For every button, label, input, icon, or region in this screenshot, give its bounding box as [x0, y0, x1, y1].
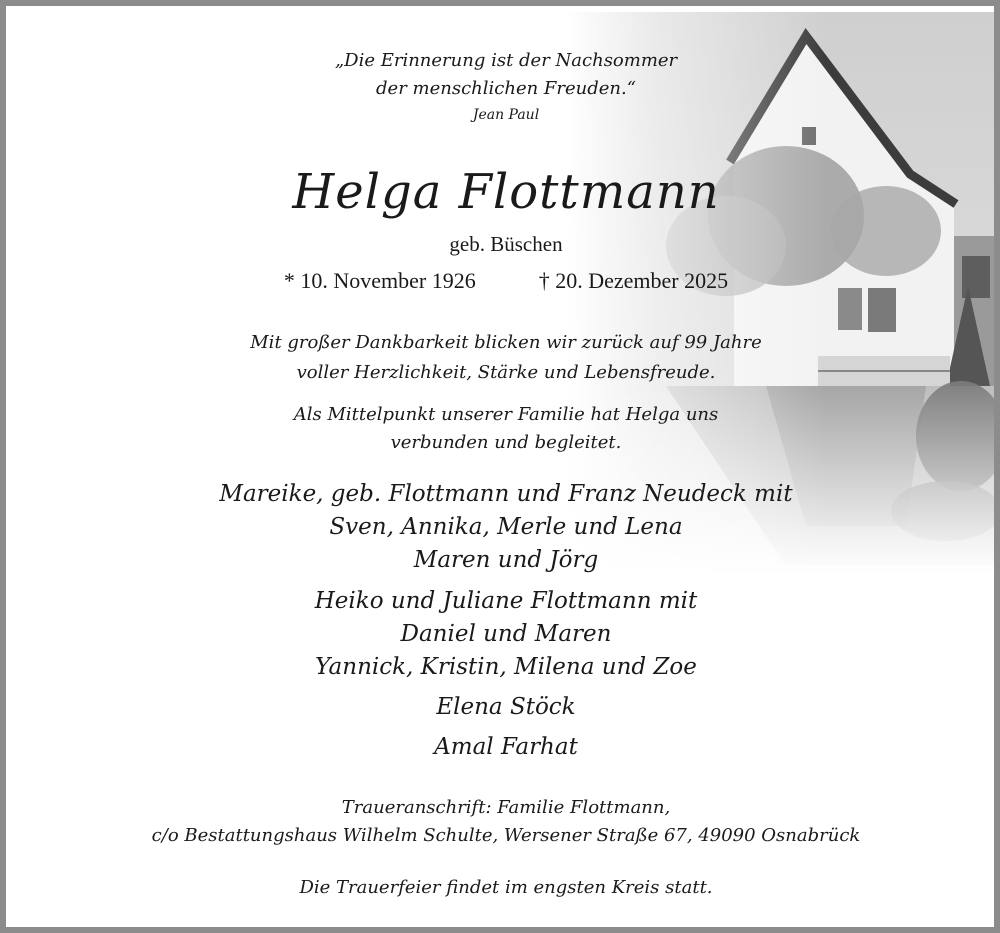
quote-author: Jean Paul [472, 107, 540, 123]
intro-line-2: voller Herzlichkeit, Stärke und Lebensfreude. [296, 362, 716, 383]
quote-line-1: „Die Erinnerung ist der Nachsommer [334, 50, 678, 71]
life-dates [6, 268, 1000, 294]
family-line: Heiko und Juliane Flottmann mit [314, 588, 698, 614]
ceremony-note: Die Trauerfeier findet im engsten Kreis statt. [299, 877, 713, 898]
family-line: Mareike, geb. Flottmann und Franz Neudeck mit [219, 481, 793, 507]
birth-name: geb. Büschen [449, 232, 563, 256]
address-line-1: Traueranschrift: Familie Flottmann, [341, 797, 671, 818]
quote-line-2: der menschlichen Freuden.“ [376, 78, 636, 99]
family-line: Daniel und Maren [400, 621, 612, 647]
family-line: Maren und Jörg [413, 547, 599, 573]
deceased-name: Helga Flottmann [292, 164, 720, 220]
family-line: Sven, Annika, Merle und Lena [329, 514, 683, 540]
address-line-2: c/o Bestattungshaus Wilhelm Schulte, Wersener Straße 67, 49090 Osnabrück [151, 825, 861, 846]
intro-line-1: Mit großer Dankbarkeit blicken wir zurück auf 99 Jahre [250, 332, 762, 353]
family-line: Elena Stöck [436, 694, 576, 720]
family-line: Amal Farhat [434, 734, 578, 760]
intro-line-3: Als Mittelpunkt unserer Familie hat Helga uns [293, 404, 719, 425]
birth-date: * 10. November 1926 [283, 268, 476, 293]
family-line: Yannick, Kristin, Milena und Zoe [315, 654, 697, 680]
death-date: † 20. Dezember 2025 [538, 268, 729, 293]
intro-line-4: verbunden und begleitet. [390, 432, 622, 453]
